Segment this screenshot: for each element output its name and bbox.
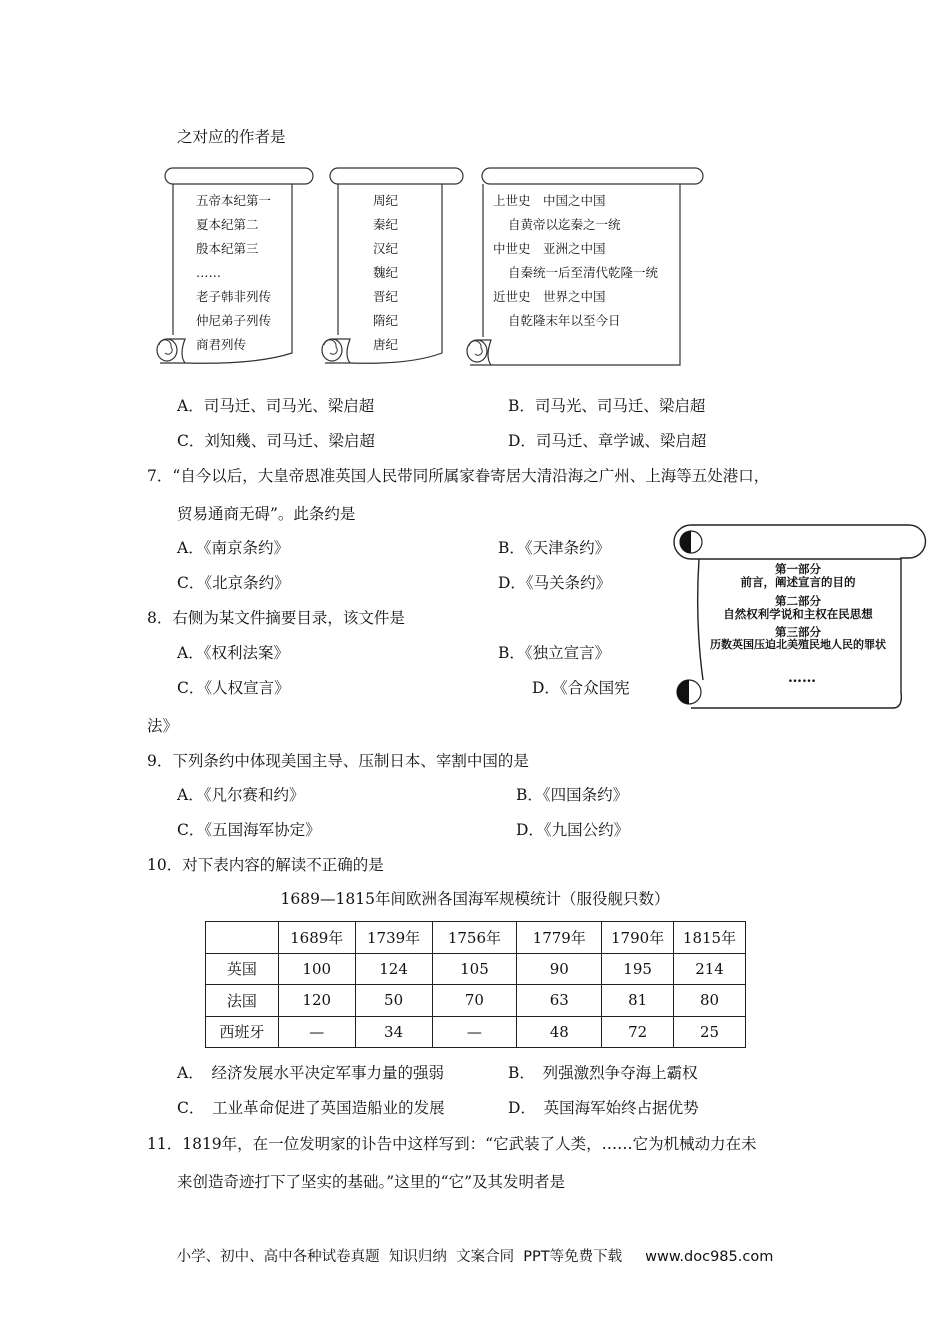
scroll1-line: 仲尼弟子列传 (196, 313, 272, 328)
scroll3-line: 自秦统一后至清代乾隆一统 (508, 265, 659, 280)
q7-stem-line1: 7．“自今以后，大皇帝恩准英国人民带同所属家眷寄居大清沿海之广州、上海等五处港口， (147, 467, 770, 485)
table-header-row (206, 922, 746, 954)
q7-option-a[interactable]: A．《南京条约》 (177, 539, 289, 557)
table-country-cell: 法国 (206, 985, 279, 1017)
table-cell: 34 (355, 1016, 432, 1048)
q9-option-b[interactable]: B．《四国条约》 (516, 786, 629, 804)
document-part-text: 历数英国压迫北美殖民地人民的罪状 (710, 638, 886, 651)
table-year-header: 1790年 (602, 922, 674, 954)
q6-option-b[interactable]: B．司马光、司马迁、梁启超 (508, 397, 706, 415)
q6-option-a[interactable]: A．司马迁、司马光、梁启超 (177, 397, 375, 415)
q7-option-d[interactable]: D．《马关条约》 (498, 574, 612, 592)
table-year-header: 1689年 (278, 922, 355, 954)
q6-stem-tail: 之对应的作者是 (177, 128, 286, 146)
q11-stem-line1: 11．1819年，在一位发明家的讣告中这样写到：“它武装了人类，……它为机械动力在未 (147, 1135, 757, 1153)
scroll1-line: 商君列传 (196, 337, 247, 352)
scroll2-line: 汉纪 (373, 241, 399, 256)
document-part-text: 前言，阐述宣言的目的 (740, 575, 856, 589)
table-cell: — (278, 1016, 355, 1048)
q9-option-c[interactable]: C．《五国海军协定》 (177, 821, 321, 839)
table-title: 1689—1815年间欧洲各国海军规模统计（服役舰只数） (280, 890, 670, 908)
scroll1-line: 老子韩非列传 (196, 289, 272, 304)
q6-option-d[interactable]: D．司马迁、章学诚、梁启超 (508, 432, 707, 450)
q9-option-a[interactable]: A．《凡尔赛和约》 (177, 786, 305, 804)
table-row (206, 953, 746, 985)
document-ellipsis: …… (788, 670, 816, 686)
q11-stem-line2: 来创造奇迹打下了坚实的基础。”这里的“它”及其发明者是 (177, 1173, 566, 1191)
scroll2-line: 唐纪 (373, 337, 399, 352)
table-country-cell: 英国 (206, 953, 279, 985)
table-cell: 214 (674, 953, 746, 985)
q8-option-b[interactable]: B．《独立宣言》 (498, 644, 611, 662)
scroll2-line: 秦纪 (373, 217, 399, 232)
table-cell: 81 (602, 985, 674, 1017)
table-cell: 124 (355, 953, 432, 985)
scroll3-line: 自黄帝以迄秦之一统 (508, 217, 621, 232)
table-year-header: 1815年 (674, 922, 746, 954)
table-row (206, 1016, 746, 1048)
q9-stem: 9．下列条约中体现美国主导、压制日本、宰割中国的是 (147, 752, 529, 770)
scroll1-line: 五帝本纪第一 (196, 193, 272, 208)
table-country-cell: 西班牙 (206, 1016, 279, 1048)
table-cell: 105 (432, 953, 517, 985)
q8-option-a[interactable]: A．《权利法案》 (177, 644, 289, 662)
document-part-heading: 第二部分 (775, 594, 821, 608)
table-row (206, 985, 746, 1017)
scroll3-line: 自乾隆末年以至今日 (508, 313, 621, 328)
table-year-header: 1756年 (432, 922, 517, 954)
document-part-heading: 第三部分 (775, 625, 821, 639)
q7-option-b[interactable]: B．《天津条约》 (498, 539, 611, 557)
scroll1-line: 殷本纪第三 (196, 241, 259, 256)
table-cell: 90 (517, 953, 602, 985)
q8-option-c[interactable]: C．《人权宣言》 (177, 679, 290, 697)
scroll2-line: 隋纪 (373, 313, 399, 328)
table-cell: 100 (278, 953, 355, 985)
q6-option-c[interactable]: C．刘知幾、司马迁、梁启超 (177, 432, 375, 450)
navy-statistics-table (205, 921, 746, 1048)
q10-option-a[interactable]: A． 经济发展水平决定军事力量的强弱 (177, 1064, 444, 1082)
q10-stem: 10．对下表内容的解读不正确的是 (147, 856, 384, 874)
scroll2-line: 魏纪 (373, 265, 399, 280)
q10-option-d[interactable]: D． 英国海军始终占据优势 (508, 1099, 699, 1117)
scroll3-line: 中世史 亚洲之中国 (493, 241, 606, 256)
table-cell: 70 (432, 985, 517, 1017)
q10-option-c[interactable]: C． 工业革命促进了英国造船业的发展 (177, 1099, 445, 1117)
q9-option-d[interactable]: D．《九国公约》 (516, 821, 630, 839)
table-cell: 25 (674, 1016, 746, 1048)
q10-option-b[interactable]: B． 列强激烈争夺海上霸权 (508, 1064, 698, 1082)
table-cell: — (432, 1016, 517, 1048)
table-cell: 72 (602, 1016, 674, 1048)
table-cell: 195 (602, 953, 674, 985)
table-year-header: 1779年 (517, 922, 602, 954)
q8-option-d[interactable]: D．《合众国宪 (532, 679, 630, 697)
table-cell: 80 (674, 985, 746, 1017)
table-cell: 120 (278, 985, 355, 1017)
q8-option-d-continued: 法》 (147, 717, 179, 735)
scroll1-line: …… (196, 265, 221, 280)
page-footer: 小学、初中、高中各种试卷真题 知识归纳 文案合同 PPT等免费下载 www.doc985.com (176, 1249, 774, 1265)
q7-option-c[interactable]: C．《北京条约》 (177, 574, 290, 592)
table-year-header: 1739年 (355, 922, 432, 954)
scroll2-line: 周纪 (373, 193, 399, 208)
table-cell: 63 (517, 985, 602, 1017)
scroll2-line: 晋纪 (373, 289, 399, 304)
document-part-text: 自然权利学说和主权在民思想 (723, 607, 873, 621)
table-corner-cell (206, 922, 279, 954)
table-cell: 50 (355, 985, 432, 1017)
scroll1-line: 夏本纪第二 (196, 217, 259, 232)
document-part-heading: 第一部分 (775, 562, 821, 576)
q8-stem: 8．右侧为某文件摘要目录，该文件是 (147, 609, 405, 627)
scroll3-line: 近世史 世界之中国 (493, 289, 606, 304)
scroll3-line: 上世史 中国之中国 (493, 193, 606, 208)
table-cell: 48 (517, 1016, 602, 1048)
q7-stem-line2: 贸易通商无碍”。此条约是 (177, 505, 356, 523)
